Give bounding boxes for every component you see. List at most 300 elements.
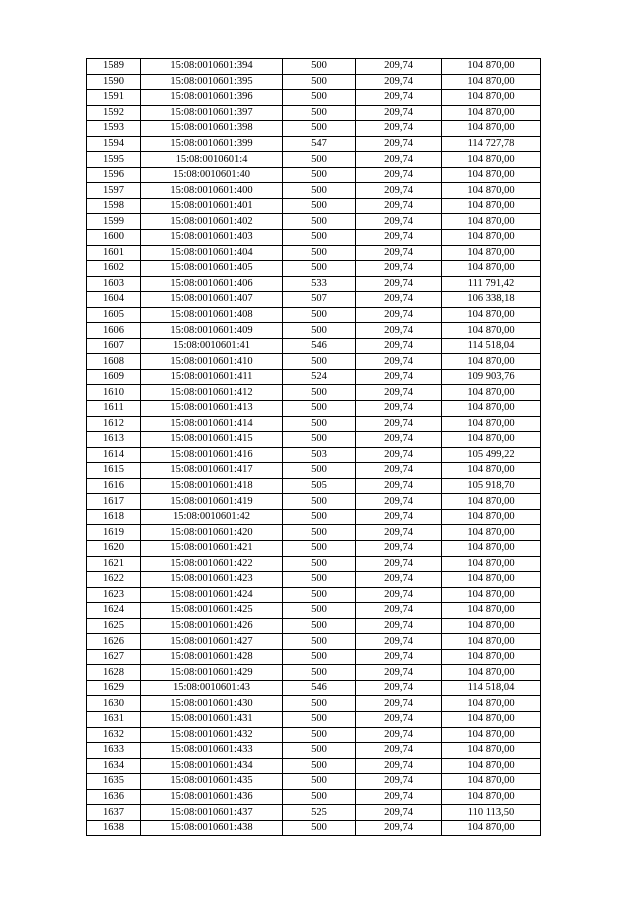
area-cell: 500 [283,572,356,588]
rate-cell: 209,74 [356,696,442,712]
row-number-cell: 1626 [87,634,141,650]
area-cell: 500 [283,323,356,339]
area-cell: 500 [283,494,356,510]
amount-cell: 104 870,00 [442,758,541,774]
amount-cell: 104 870,00 [442,525,541,541]
row-number-cell: 1638 [87,820,141,836]
table-row [87,105,541,121]
amount-cell: 104 870,00 [442,820,541,836]
amount-cell: 114 727,78 [442,136,541,152]
table-row [87,711,541,727]
row-number-cell: 1621 [87,556,141,572]
rate-cell: 209,74 [356,618,442,634]
rate-cell: 209,74 [356,540,442,556]
cadastral-number-cell: 15:08:0010601:433 [141,743,283,759]
amount-cell: 104 870,00 [442,665,541,681]
table-row [87,494,541,510]
table-row [87,261,541,277]
amount-cell: 104 870,00 [442,385,541,401]
area-cell: 500 [283,261,356,277]
row-number-cell: 1610 [87,385,141,401]
table-row [87,74,541,90]
rate-cell: 209,74 [356,432,442,448]
row-number-cell: 1599 [87,214,141,230]
area-cell: 500 [283,401,356,417]
cadastral-number-cell: 15:08:0010601:409 [141,323,283,339]
rate-cell: 209,74 [356,276,442,292]
row-number-cell: 1620 [87,540,141,556]
row-number-cell: 1591 [87,90,141,106]
area-cell: 500 [283,649,356,665]
rate-cell: 209,74 [356,805,442,821]
cadastral-number-cell: 15:08:0010601:40 [141,167,283,183]
row-number-cell: 1635 [87,774,141,790]
table-row [87,401,541,417]
row-number-cell: 1612 [87,416,141,432]
area-cell: 500 [283,618,356,634]
amount-cell: 104 870,00 [442,649,541,665]
cadastral-number-cell: 15:08:0010601:434 [141,758,283,774]
table-row [87,167,541,183]
rate-cell: 209,74 [356,323,442,339]
table-row [87,758,541,774]
cadastral-number-cell: 15:08:0010601:423 [141,572,283,588]
rate-cell: 209,74 [356,74,442,90]
area-cell: 500 [283,727,356,743]
area-cell: 500 [283,245,356,261]
table-row [87,214,541,230]
row-number-cell: 1630 [87,696,141,712]
area-cell: 547 [283,136,356,152]
table-row [87,509,541,525]
row-number-cell: 1609 [87,369,141,385]
cadastral-number-cell: 15:08:0010601:419 [141,494,283,510]
row-number-cell: 1601 [87,245,141,261]
amount-cell: 104 870,00 [442,152,541,168]
table-row [87,292,541,308]
area-cell: 500 [283,774,356,790]
amount-cell: 104 870,00 [442,743,541,759]
area-cell: 500 [283,556,356,572]
cadastral-number-cell: 15:08:0010601:394 [141,59,283,75]
cadastral-number-cell: 15:08:0010601:424 [141,587,283,603]
row-number-cell: 1598 [87,198,141,214]
row-number-cell: 1629 [87,680,141,696]
row-number-cell: 1623 [87,587,141,603]
amount-cell: 104 870,00 [442,167,541,183]
table-row [87,416,541,432]
area-cell: 500 [283,74,356,90]
cadastral-number-cell: 15:08:0010601:4 [141,152,283,168]
amount-cell: 104 870,00 [442,90,541,106]
row-number-cell: 1604 [87,292,141,308]
row-number-cell: 1593 [87,121,141,137]
row-number-cell: 1628 [87,665,141,681]
table-row [87,369,541,385]
rate-cell: 209,74 [356,338,442,354]
area-cell: 500 [283,711,356,727]
rate-cell: 209,74 [356,136,442,152]
row-number-cell: 1625 [87,618,141,634]
rate-cell: 209,74 [356,603,442,619]
area-cell: 500 [283,183,356,199]
amount-cell: 104 870,00 [442,261,541,277]
table-row [87,121,541,137]
area-cell: 500 [283,416,356,432]
cadastral-number-cell: 15:08:0010601:408 [141,307,283,323]
amount-cell: 104 870,00 [442,121,541,137]
cadastral-number-cell: 15:08:0010601:426 [141,618,283,634]
amount-cell: 104 870,00 [442,603,541,619]
area-cell: 500 [283,307,356,323]
amount-cell: 104 870,00 [442,401,541,417]
row-number-cell: 1627 [87,649,141,665]
table-row [87,478,541,494]
table-row [87,432,541,448]
cadastral-number-cell: 15:08:0010601:410 [141,354,283,370]
cadastral-number-cell: 15:08:0010601:395 [141,74,283,90]
area-cell: 500 [283,152,356,168]
table-row [87,556,541,572]
rate-cell: 209,74 [356,59,442,75]
table-row [87,805,541,821]
rate-cell: 209,74 [356,711,442,727]
table-row [87,245,541,261]
table-row [87,385,541,401]
cadastral-number-cell: 15:08:0010601:405 [141,261,283,277]
table-row [87,665,541,681]
amount-cell: 105 918,70 [442,478,541,494]
amount-cell: 104 870,00 [442,556,541,572]
area-cell: 500 [283,509,356,525]
area-cell: 500 [283,167,356,183]
amount-cell: 104 870,00 [442,416,541,432]
row-number-cell: 1615 [87,463,141,479]
amount-cell: 106 338,18 [442,292,541,308]
cadastral-number-cell: 15:08:0010601:417 [141,463,283,479]
area-cell: 500 [283,463,356,479]
table-row [87,354,541,370]
area-cell: 500 [283,820,356,836]
rate-cell: 209,74 [356,90,442,106]
cadastral-number-cell: 15:08:0010601:415 [141,432,283,448]
row-number-cell: 1606 [87,323,141,339]
table-row [87,696,541,712]
area-cell: 500 [283,90,356,106]
table-row [87,649,541,665]
cadastral-number-cell: 15:08:0010601:436 [141,789,283,805]
rate-cell: 209,74 [356,820,442,836]
table-row [87,59,541,75]
amount-cell: 104 870,00 [442,587,541,603]
rate-cell: 209,74 [356,680,442,696]
amount-cell: 104 870,00 [442,59,541,75]
rate-cell: 209,74 [356,447,442,463]
cadastral-number-cell: 15:08:0010601:437 [141,805,283,821]
rate-cell: 209,74 [356,261,442,277]
table-row [87,618,541,634]
area-cell: 500 [283,354,356,370]
cadastral-number-cell: 15:08:0010601:427 [141,634,283,650]
rate-cell: 209,74 [356,758,442,774]
row-number-cell: 1600 [87,230,141,246]
amount-cell: 104 870,00 [442,696,541,712]
area-cell: 500 [283,230,356,246]
rate-cell: 209,74 [356,556,442,572]
row-number-cell: 1617 [87,494,141,510]
area-cell: 500 [283,587,356,603]
row-number-cell: 1619 [87,525,141,541]
cadastral-number-cell: 15:08:0010601:429 [141,665,283,681]
table-row [87,447,541,463]
table-row [87,743,541,759]
amount-cell: 111 791,42 [442,276,541,292]
cadastral-number-cell: 15:08:0010601:412 [141,385,283,401]
area-cell: 546 [283,680,356,696]
row-number-cell: 1631 [87,711,141,727]
table-row [87,307,541,323]
rate-cell: 209,74 [356,167,442,183]
amount-cell: 104 870,00 [442,183,541,199]
area-cell: 500 [283,198,356,214]
table-row [87,680,541,696]
table-row [87,183,541,199]
area-cell: 546 [283,338,356,354]
cadastral-number-cell: 15:08:0010601:42 [141,509,283,525]
row-number-cell: 1602 [87,261,141,277]
amount-cell: 105 499,22 [442,447,541,463]
row-number-cell: 1613 [87,432,141,448]
amount-cell: 104 870,00 [442,354,541,370]
amount-cell: 104 870,00 [442,634,541,650]
row-number-cell: 1596 [87,167,141,183]
area-cell: 500 [283,603,356,619]
row-number-cell: 1622 [87,572,141,588]
amount-cell: 104 870,00 [442,245,541,261]
row-number-cell: 1607 [87,338,141,354]
cadastral-number-cell: 15:08:0010601:403 [141,230,283,246]
area-cell: 500 [283,432,356,448]
rate-cell: 209,74 [356,789,442,805]
cadastral-number-cell: 15:08:0010601:421 [141,540,283,556]
amount-cell: 110 113,50 [442,805,541,821]
area-cell: 500 [283,540,356,556]
amount-cell: 104 870,00 [442,494,541,510]
area-cell: 503 [283,447,356,463]
cadastral-number-cell: 15:08:0010601:411 [141,369,283,385]
rate-cell: 209,74 [356,463,442,479]
table-row [87,198,541,214]
rate-cell: 209,74 [356,354,442,370]
area-cell: 500 [283,696,356,712]
table-row [87,603,541,619]
row-number-cell: 1633 [87,743,141,759]
row-number-cell: 1616 [87,478,141,494]
table-row [87,820,541,836]
rate-cell: 209,74 [356,727,442,743]
cadastral-number-cell: 15:08:0010601:397 [141,105,283,121]
table-row [87,634,541,650]
cadastral-number-cell: 15:08:0010601:396 [141,90,283,106]
row-number-cell: 1605 [87,307,141,323]
rate-cell: 209,74 [356,572,442,588]
amount-cell: 104 870,00 [442,789,541,805]
rate-cell: 209,74 [356,183,442,199]
cadastral-number-cell: 15:08:0010601:406 [141,276,283,292]
table-row [87,789,541,805]
rate-cell: 209,74 [356,416,442,432]
cadastral-number-cell: 15:08:0010601:398 [141,121,283,137]
cadastral-number-cell: 15:08:0010601:407 [141,292,283,308]
cadastral-number-cell: 15:08:0010601:420 [141,525,283,541]
amount-cell: 104 870,00 [442,727,541,743]
area-cell: 500 [283,743,356,759]
area-cell: 533 [283,276,356,292]
row-number-cell: 1614 [87,447,141,463]
rate-cell: 209,74 [356,307,442,323]
row-number-cell: 1592 [87,105,141,121]
amount-cell: 104 870,00 [442,540,541,556]
row-number-cell: 1618 [87,509,141,525]
row-number-cell: 1589 [87,59,141,75]
rate-cell: 209,74 [356,152,442,168]
row-number-cell: 1624 [87,603,141,619]
rate-cell: 209,74 [356,401,442,417]
amount-cell: 104 870,00 [442,323,541,339]
cadastral-number-cell: 15:08:0010601:418 [141,478,283,494]
amount-cell: 104 870,00 [442,711,541,727]
rate-cell: 209,74 [356,743,442,759]
row-number-cell: 1634 [87,758,141,774]
rate-cell: 209,74 [356,385,442,401]
rate-cell: 209,74 [356,245,442,261]
rate-cell: 209,74 [356,525,442,541]
amount-cell: 104 870,00 [442,198,541,214]
table-row [87,540,541,556]
cadastral-number-cell: 15:08:0010601:399 [141,136,283,152]
rate-cell: 209,74 [356,105,442,121]
cadastral-number-cell: 15:08:0010601:431 [141,711,283,727]
rate-cell: 209,74 [356,665,442,681]
table-row [87,572,541,588]
cadastral-number-cell: 15:08:0010601:422 [141,556,283,572]
row-number-cell: 1608 [87,354,141,370]
amount-cell: 104 870,00 [442,230,541,246]
amount-cell: 104 870,00 [442,463,541,479]
rate-cell: 209,74 [356,587,442,603]
table-row [87,463,541,479]
rate-cell: 209,74 [356,198,442,214]
cadastral-number-cell: 15:08:0010601:428 [141,649,283,665]
cadastral-number-cell: 15:08:0010601:41 [141,338,283,354]
row-number-cell: 1597 [87,183,141,199]
area-cell: 500 [283,525,356,541]
amount-cell: 104 870,00 [442,307,541,323]
area-cell: 500 [283,758,356,774]
area-cell: 500 [283,59,356,75]
area-cell: 505 [283,478,356,494]
rate-cell: 209,74 [356,774,442,790]
cadastral-number-cell: 15:08:0010601:414 [141,416,283,432]
rate-cell: 209,74 [356,214,442,230]
row-number-cell: 1636 [87,789,141,805]
rate-cell: 209,74 [356,649,442,665]
row-number-cell: 1611 [87,401,141,417]
table-row [87,774,541,790]
amount-cell: 104 870,00 [442,774,541,790]
parcel-table [86,58,541,836]
amount-cell: 114 518,04 [442,680,541,696]
amount-cell: 104 870,00 [442,572,541,588]
cadastral-number-cell: 15:08:0010601:432 [141,727,283,743]
row-number-cell: 1632 [87,727,141,743]
rate-cell: 209,74 [356,369,442,385]
area-cell: 500 [283,214,356,230]
rate-cell: 209,74 [356,509,442,525]
table-row [87,727,541,743]
row-number-cell: 1637 [87,805,141,821]
rate-cell: 209,74 [356,292,442,308]
cadastral-number-cell: 15:08:0010601:416 [141,447,283,463]
area-cell: 500 [283,121,356,137]
table-row [87,230,541,246]
cadastral-number-cell: 15:08:0010601:425 [141,603,283,619]
amount-cell: 104 870,00 [442,74,541,90]
area-cell: 500 [283,385,356,401]
amount-cell: 104 870,00 [442,432,541,448]
table-row [87,525,541,541]
table-row [87,90,541,106]
cadastral-number-cell: 15:08:0010601:435 [141,774,283,790]
amount-cell: 104 870,00 [442,509,541,525]
area-cell: 524 [283,369,356,385]
table-row [87,152,541,168]
cadastral-number-cell: 15:08:0010601:400 [141,183,283,199]
row-number-cell: 1594 [87,136,141,152]
row-number-cell: 1595 [87,152,141,168]
area-cell: 500 [283,634,356,650]
amount-cell: 109 903,76 [442,369,541,385]
cadastral-number-cell: 15:08:0010601:401 [141,198,283,214]
amount-cell: 104 870,00 [442,105,541,121]
table-row [87,323,541,339]
area-cell: 500 [283,789,356,805]
cadastral-number-cell: 15:08:0010601:438 [141,820,283,836]
area-cell: 500 [283,665,356,681]
cadastral-number-cell: 15:08:0010601:402 [141,214,283,230]
amount-cell: 104 870,00 [442,618,541,634]
rate-cell: 209,74 [356,478,442,494]
cadastral-number-cell: 15:08:0010601:43 [141,680,283,696]
rate-cell: 209,74 [356,494,442,510]
cadastral-number-cell: 15:08:0010601:413 [141,401,283,417]
cadastral-number-cell: 15:08:0010601:404 [141,245,283,261]
cadastral-number-cell: 15:08:0010601:430 [141,696,283,712]
rate-cell: 209,74 [356,230,442,246]
table-row [87,338,541,354]
area-cell: 507 [283,292,356,308]
table-row [87,136,541,152]
table-row [87,276,541,292]
rate-cell: 209,74 [356,634,442,650]
amount-cell: 114 518,04 [442,338,541,354]
row-number-cell: 1603 [87,276,141,292]
area-cell: 500 [283,105,356,121]
row-number-cell: 1590 [87,74,141,90]
parcel-table-body [87,59,541,836]
rate-cell: 209,74 [356,121,442,137]
area-cell: 525 [283,805,356,821]
